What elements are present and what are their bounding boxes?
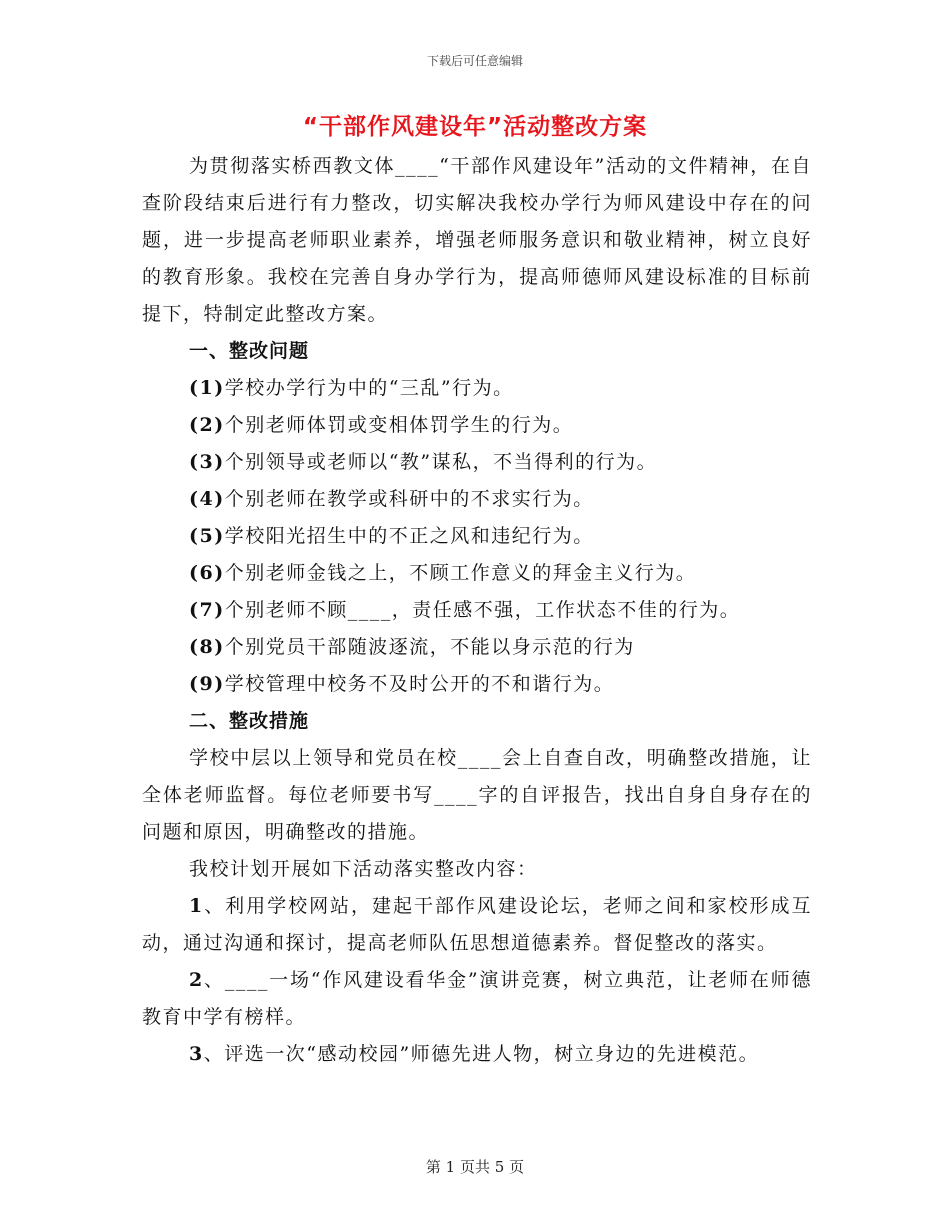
list-item bbox=[142, 444, 812, 481]
measure-item bbox=[142, 962, 812, 1036]
list-item bbox=[142, 555, 812, 592]
list-item bbox=[142, 629, 812, 666]
item-text: 学校管理中校务不及时公开的不和谐行为。 bbox=[224, 673, 615, 695]
item-number: (8) bbox=[189, 636, 225, 658]
page-title: “干部作风建设年”活动整改方案 bbox=[302, 114, 648, 140]
item-number: (6) bbox=[189, 562, 225, 584]
measure-number: 3 bbox=[189, 1043, 204, 1065]
section-heading-measures: 二、整改措施 bbox=[189, 710, 310, 732]
item-number: (7) bbox=[189, 599, 225, 621]
item-text: 个别老师在教学或科研中的不求实行为。 bbox=[224, 488, 594, 510]
list-item bbox=[142, 370, 812, 407]
measure-text: 、____一场“作风建设看华金”演讲竞赛，树立典范，让老师在师德教育中学有榜样。 bbox=[142, 969, 812, 1028]
item-text: 个别领导或老师以“教”谋私，不当得利的行为。 bbox=[224, 451, 658, 473]
measure-number: 1 bbox=[189, 895, 204, 917]
item-text: 个别党员干部随波逐流，不能以身示范的行为 bbox=[224, 636, 635, 658]
section-heading-problems: 一、整改问题 bbox=[189, 340, 310, 362]
item-number: (9) bbox=[189, 673, 225, 695]
item-text: 学校阳光招生中的不正之风和违纪行为。 bbox=[224, 525, 594, 547]
item-text: 个别老师金钱之上，不顾工作意义的拜金主义行为。 bbox=[224, 562, 697, 584]
item-number: (1) bbox=[189, 377, 225, 399]
item-number: (2) bbox=[189, 414, 225, 436]
item-number: (3) bbox=[189, 451, 225, 473]
page-footer: 第 1 页共 5 页 bbox=[425, 1158, 525, 1176]
measures-paragraph: 学校中层以上领导和党员在校____会上自查自改，明确整改措施，让全体老师监督。每位老师要书写____字的自评报告，找出自身自身存在的问题和原因，明确整改的措施。 bbox=[142, 747, 812, 843]
item-number: (5) bbox=[189, 525, 225, 547]
list-item bbox=[142, 518, 812, 555]
measure-item bbox=[142, 1036, 812, 1073]
measure-number: 2 bbox=[189, 969, 204, 991]
list-item bbox=[142, 481, 812, 518]
item-text: 学校办学行为中的“三乱”行为。 bbox=[224, 377, 514, 399]
item-text: 个别老师体罚或变相体罚学生的行为。 bbox=[224, 414, 574, 436]
document-body bbox=[142, 148, 812, 1073]
list-item bbox=[142, 666, 812, 703]
item-text: 个别老师不顾____，责任感不强，工作状态不佳的行为。 bbox=[224, 599, 741, 621]
plan-paragraph: 我校计划开展如下活动落实整改内容： bbox=[189, 858, 538, 880]
item-number: (4) bbox=[189, 488, 225, 510]
list-item bbox=[142, 592, 812, 629]
intro-paragraph: 为贯彻落实桥西教文体____“干部作风建设年”活动的文件精神，在自查阶段结束后进行有力整改，切实解决我校办学行为师风建设中存在的问题，进一步提高老师职业素养，增强老师服务意识和敬业精神，树立良好的教育形象。我校在完善自身办学行为，提高师德师风建设标准的目标前提下，特制定此整改方案。 bbox=[142, 155, 812, 325]
measure-text: 、利用学校网站，建起干部作风建设论坛，老师之间和家校形成互动，通过沟通和探讨，提高老师队伍思想道德素养。督促整改的落实。 bbox=[142, 895, 812, 954]
measure-item bbox=[142, 888, 812, 962]
measure-text: 、评选一次“感动校园”师德先进人物，树立身边的先进模范。 bbox=[203, 1043, 760, 1065]
list-item bbox=[142, 407, 812, 444]
header-note: 下载后可任意编辑 bbox=[426, 54, 523, 68]
